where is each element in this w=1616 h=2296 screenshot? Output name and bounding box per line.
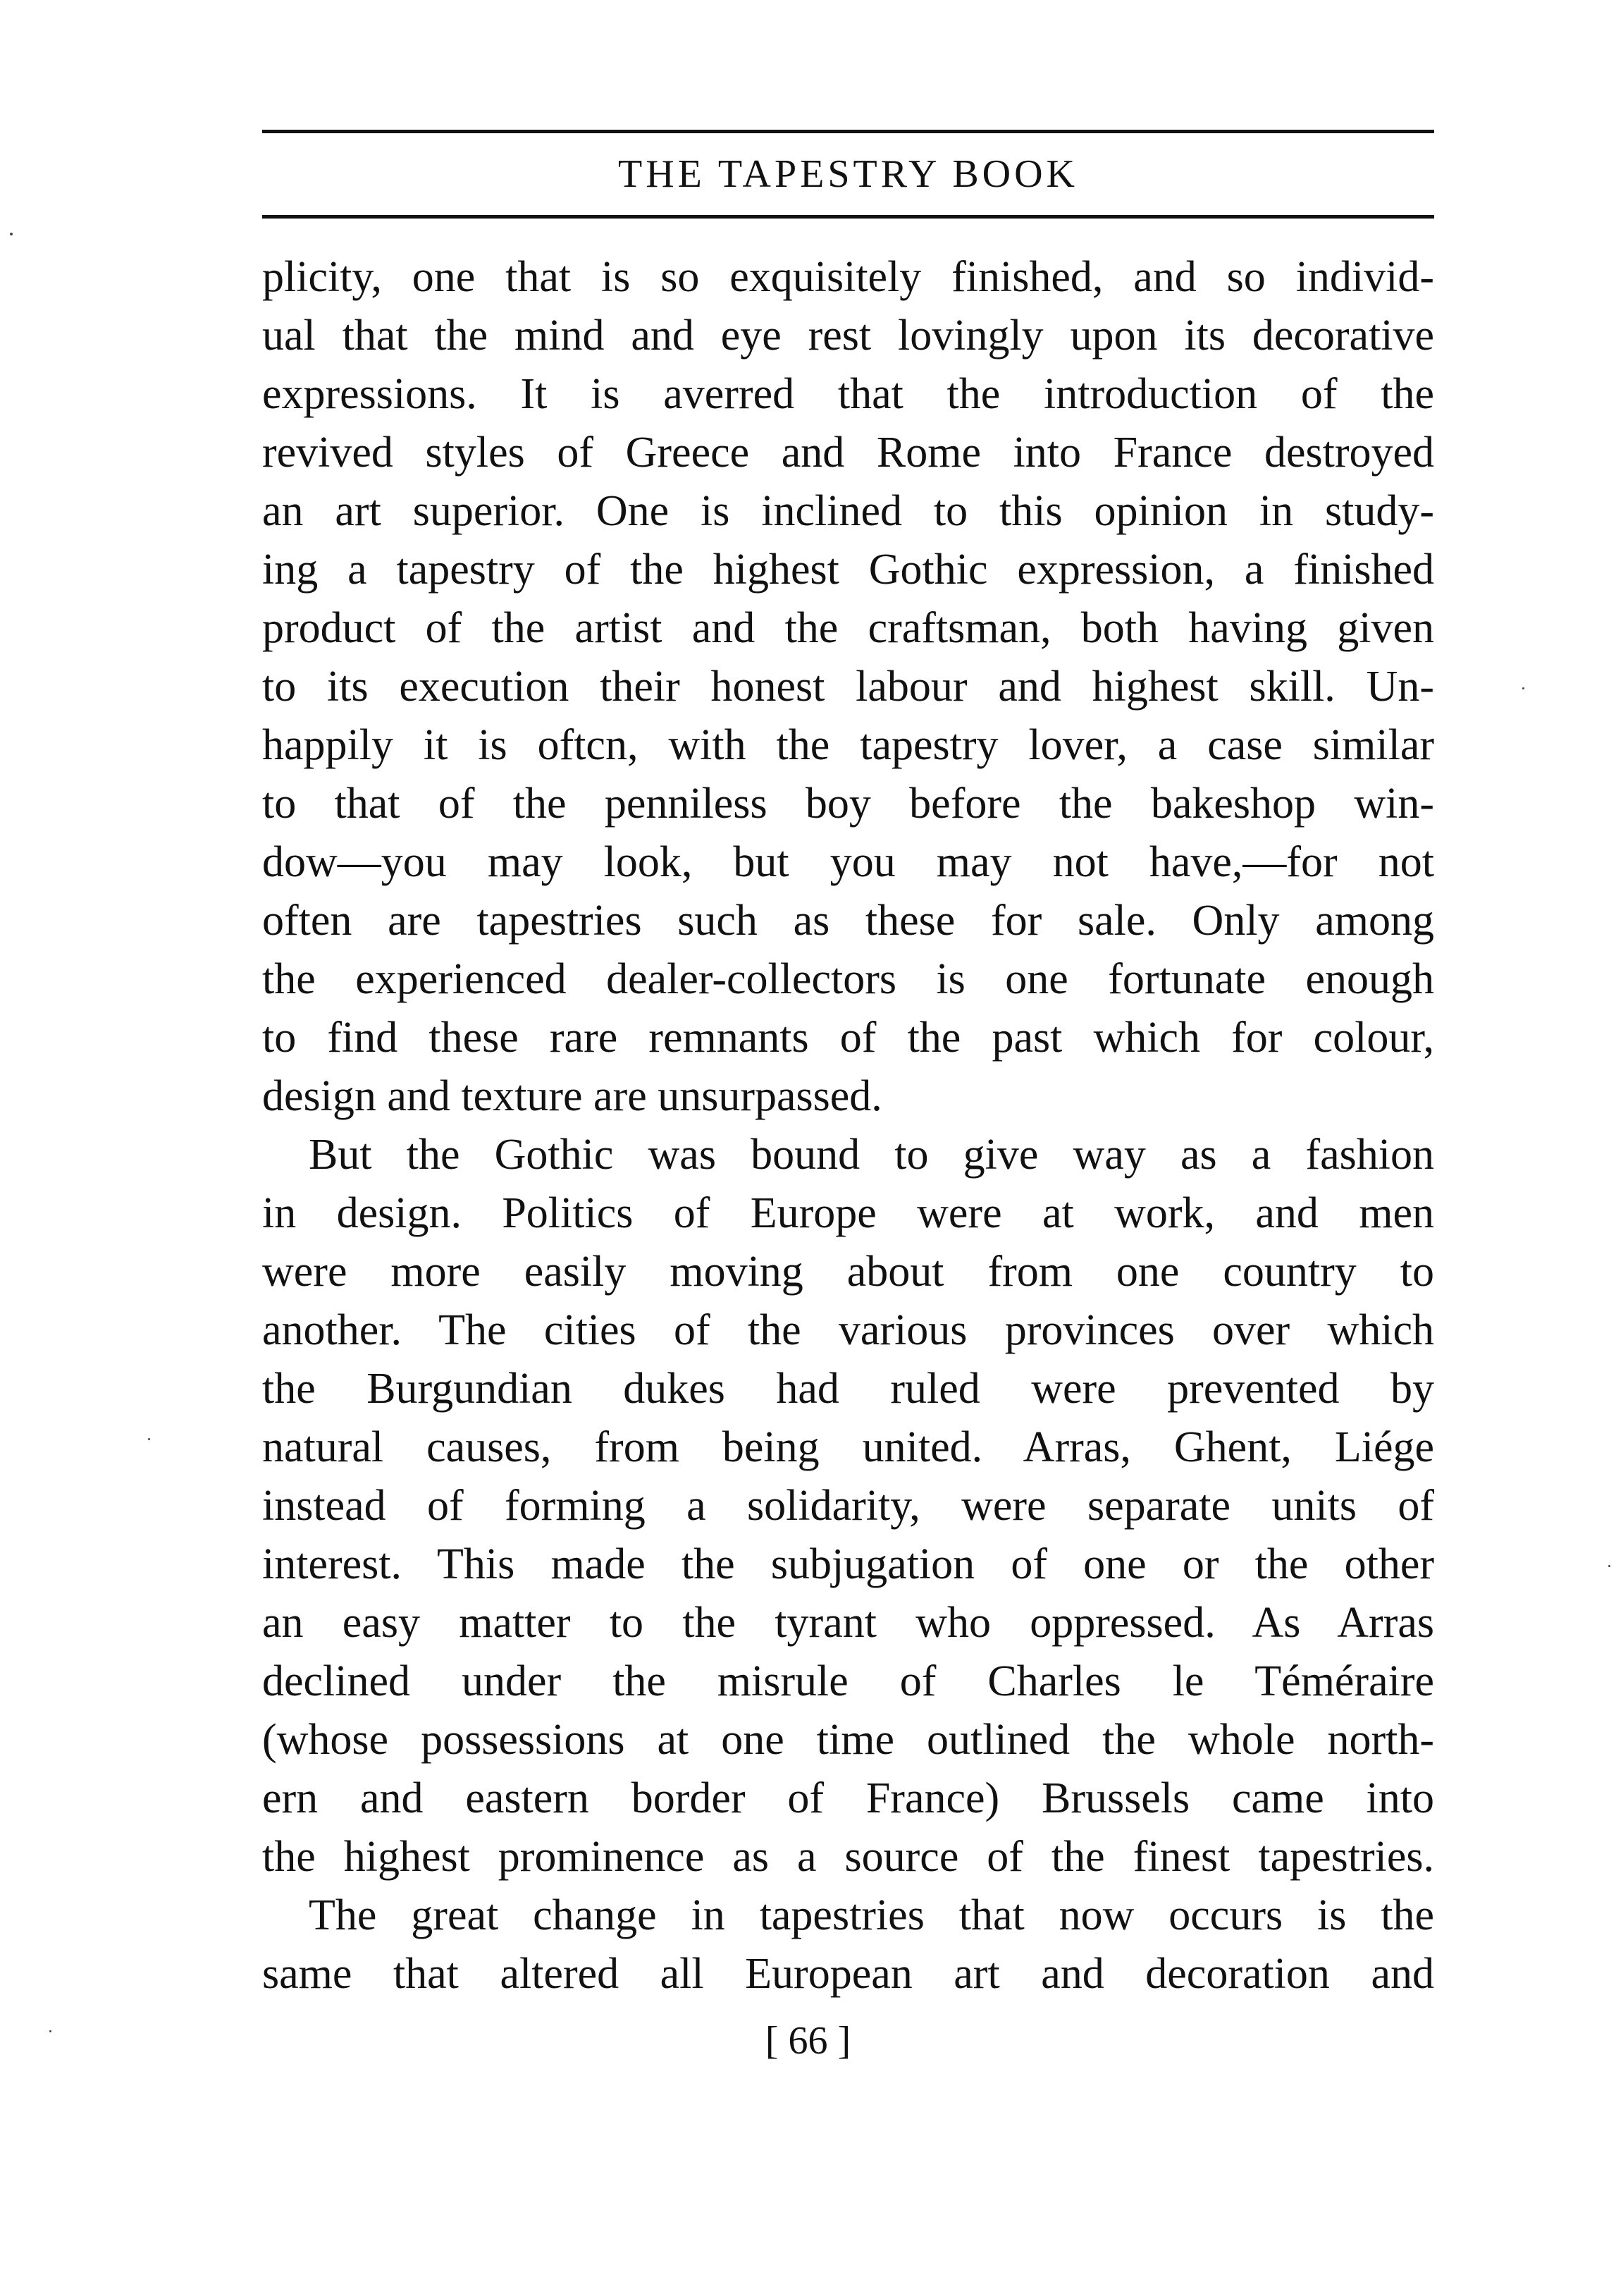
text-line: (whose possessions at one time outlined the whole north- [262,1716,1434,1764]
paragraph-start-line: But the Gothic was bound to give way as a fashion [309,1131,1434,1179]
text-line: revived styles of Greece and Rome into France destroyed [262,429,1434,477]
paragraph-end-line: design and texture are unsurpassed. [262,1072,882,1120]
scan-speck [148,1438,150,1440]
text-line: the highest prominence as a source of the finest tapestries. [262,1833,1434,1881]
text-line: another. The cities of the various provinces over which [262,1306,1434,1354]
scan-speck [1522,687,1524,689]
text-line: instead of forming a solidarity, were separate units of [262,1482,1434,1530]
text-line: declined under the misrule of Charles le Téméraire [262,1657,1434,1705]
running-head: THE TAPESTRY BOOK [617,152,1078,196]
body-text [262,248,1434,2003]
text-line: interest. This made the subjugation of one or the other [262,1540,1434,1588]
text-line: the Burgundian dukes had ruled were prevented by [262,1365,1434,1413]
text-line: natural causes, from being united. Arras, Ghent, Liége [262,1423,1434,1471]
text-line: ing a tapestry of the highest Gothic expression, a finished [262,546,1434,594]
text-line: happily it is oftcn, with the tapestry lover, a case similar [262,721,1434,769]
text-line: same that altered all European art and decoration and [262,1950,1434,1998]
header-rule-bottom [262,215,1434,219]
text-line: to that of the penniless boy before the bakeshop win- [262,780,1434,828]
text-line: to its execution their honest labour and highest skill. Un- [262,663,1434,711]
text-line: were more easily moving about from one country to [262,1248,1434,1296]
text-line: product of the artist and the craftsman, both having given [262,604,1434,652]
text-line: expressions. It is averred that the introduction of the [262,370,1434,418]
text-line: plicity, one that is so exquisitely finished, and so individ- [262,253,1434,301]
text-line: in design. Politics of Europe were at work, and men [262,1189,1434,1237]
text-line: to find these rare remnants of the past which for colour, [262,1014,1434,1062]
text-line: ual that the mind and eye rest lovingly upon its decorative [262,312,1434,360]
scan-speck [49,2030,51,2032]
paragraph-start-line: The great change in tapestries that now occurs is the [309,1891,1434,1939]
scan-speck [1608,1565,1610,1567]
text-line: often are tapestries such as these for sale. Only among [262,897,1434,945]
text-line: an easy matter to the tyrant who oppressed. As Arras [262,1599,1434,1647]
header-rule-top [262,130,1434,133]
page-number: [ 66 ] [765,2019,851,2063]
text-line: an art superior. One is inclined to this opinion in study- [262,487,1434,535]
text-line: dow—you may look, but you may not have,—for not [262,838,1434,886]
scan-speck [10,233,13,235]
text-line: ern and eastern border of France) Brussels came into [262,1774,1434,1822]
text-line: the experienced dealer-collectors is one fortunate enough [262,955,1434,1003]
